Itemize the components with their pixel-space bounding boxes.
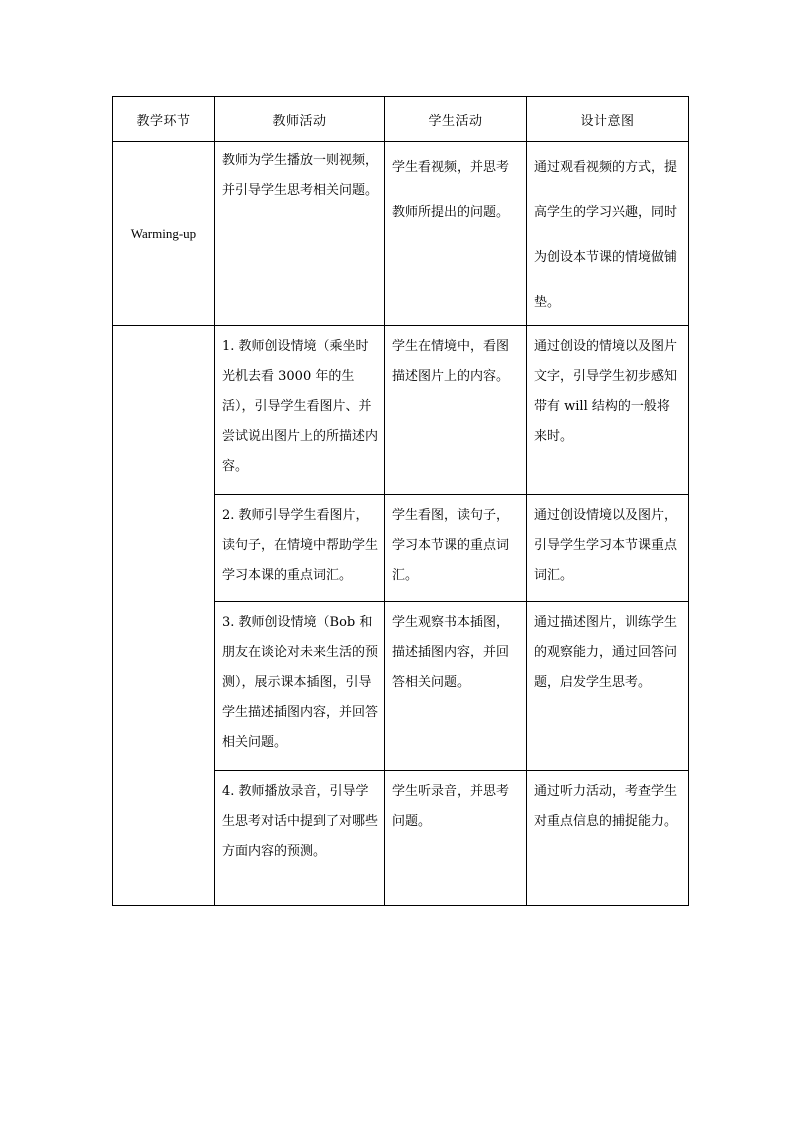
row3-student-cell [385, 602, 527, 771]
warmup-student-text: 学生看视频，并思考教师所提出的问题。 [392, 160, 510, 220]
warmup-design-text: 通过观看视频的方式，提高学生的学习兴趣，同时为创设本节课的情境做铺垫。 [534, 160, 678, 310]
row2-teacher-text: 2. 教师引导学生看图片，读句子，在情境中帮助学生学习本课的重点词汇。 [222, 508, 379, 583]
row2-student-cell [385, 495, 527, 602]
header-design-intent: 设计意图 [527, 97, 689, 142]
row4-student-text: 学生听录音，并思考问题。 [392, 784, 510, 829]
warmup-row [113, 142, 689, 326]
header-row [113, 97, 689, 142]
row1-design-text: 通过创设的情境以及图片文字，引导学生初步感知带有 will 结构的一般将来时。 [534, 339, 678, 444]
row4-design-text: 通过听力活动，考查学生对重点信息的捕捉能力。 [534, 784, 678, 829]
row3-student-text: 学生观察书本插图，描述插图内容，并回答相关问题。 [392, 615, 510, 690]
stage-warmup: Warming-up [113, 142, 215, 326]
row2-design-cell [527, 495, 689, 602]
warmup-design-cell [527, 142, 689, 326]
row1-teacher-text: 1. 教师创设情境（乘坐时光机去看 3000 年的生活），引导学生看图片、并尝试说出图片上的所描述内容。 [222, 339, 379, 474]
stage-presentation [113, 326, 215, 906]
header-student-activity: 学生活动 [385, 97, 527, 142]
row2-teacher-cell [215, 495, 385, 602]
row3-design-cell [527, 602, 689, 771]
warmup-teacher-cell [215, 142, 385, 326]
lesson-plan-table [112, 96, 689, 906]
row1-design-cell [527, 326, 689, 495]
row1-student-text: 学生在情境中，看图描述图片上的内容。 [392, 339, 510, 384]
row1-teacher-cell [215, 326, 385, 495]
row2-design-text: 通过创设情境以及图片，引导学生学习本节课重点词汇。 [534, 508, 678, 583]
header-stage: 教学环节 [113, 97, 215, 142]
activity-row [113, 326, 689, 495]
row3-teacher-cell [215, 602, 385, 771]
warmup-teacher-text: 教师为学生播放一则视频，并引导学生思考相关问题。 [222, 153, 379, 198]
warmup-student-cell [385, 142, 527, 326]
row3-teacher-text: 3. 教师创设情境（Bob 和朋友在谈论对未来生活的预测），展示课本插图，引导学生描述插图内容，并回答相关问题。 [222, 615, 379, 750]
row1-student-cell [385, 326, 527, 495]
row4-design-cell [527, 771, 689, 906]
row4-student-cell [385, 771, 527, 906]
header-teacher-activity: 教师活动 [215, 97, 385, 142]
row2-student-text: 学生看图，读句子，学习本节课的重点词汇。 [392, 508, 510, 583]
row4-teacher-cell [215, 771, 385, 906]
row4-teacher-text: 4. 教师播放录音，引导学生思考对话中提到了对哪些方面内容的预测。 [222, 784, 379, 859]
row3-design-text: 通过描述图片，训练学生的观察能力，通过回答问题，启发学生思考。 [534, 615, 678, 690]
